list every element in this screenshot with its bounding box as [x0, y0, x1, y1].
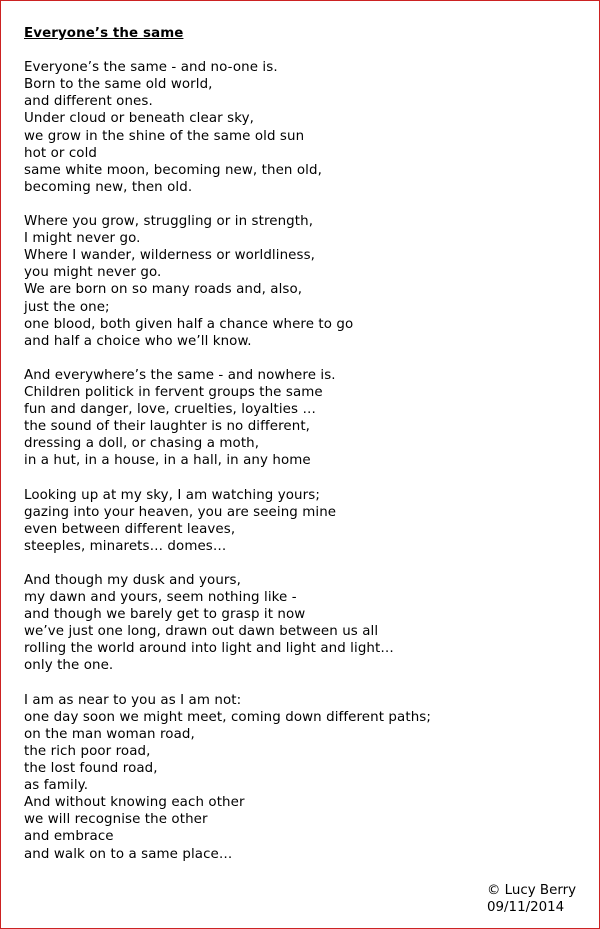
poem-line: on the man woman road, — [24, 726, 195, 742]
stanza — [24, 572, 584, 675]
poem-line: And though my dusk and yours, — [24, 573, 241, 588]
poem-line: hot or cold — [24, 145, 98, 161]
poem-body — [24, 59, 584, 862]
poem-line: rolling the world around into light and light and light… — [24, 641, 394, 657]
poem-line: just the one; — [24, 299, 110, 315]
poem-line: and walk on to a same place… — [24, 846, 233, 862]
poem-line: Under cloud or beneath clear sky, — [24, 111, 254, 127]
poem — [24, 25, 584, 880]
poem-line: I am as near to you as I am not: — [24, 692, 242, 708]
poem-line: one day soon we might meet, coming down different paths; — [24, 709, 431, 725]
poem-line: and embrace — [24, 829, 114, 845]
stanza — [24, 367, 584, 470]
poem-line: the lost found road, — [24, 761, 158, 777]
poem-line: as family. — [24, 778, 89, 794]
poem-line: same white moon, becoming new, then old, — [24, 162, 322, 178]
poem-line: and though we barely get to grasp it now — [24, 607, 306, 623]
stanza — [24, 59, 584, 196]
poem-line: we’ve just one long, drawn out dawn between us all — [24, 624, 379, 640]
poem-line: Born to the same old world, — [24, 77, 213, 93]
poem-line: steeples, minarets… domes… — [24, 538, 227, 554]
stanza — [24, 487, 584, 555]
poem-line: my dawn and yours, seem nothing like - — [24, 590, 297, 606]
poem-line: Where I wander, wilderness or worldliness, — [24, 248, 316, 264]
credit-block — [487, 882, 576, 916]
poem-line: and half a choice who we’ll know. — [24, 333, 252, 349]
poem-line: Looking up at my sky, I am watching yours; — [24, 487, 320, 503]
poem-line: even between different leaves, — [24, 521, 236, 537]
poem-line: the sound of their laughter is no different, — [24, 419, 311, 435]
poem-line: Everyone’s the same - and no-one is. — [24, 60, 278, 76]
poem-title: Everyone’s the same — [24, 26, 184, 41]
poem-line: in a hut, in a house, in a hall, in any home — [24, 453, 311, 469]
poem-line: you might never go. — [24, 265, 162, 281]
poem-line: dressing a doll, or chasing a moth, — [24, 436, 260, 452]
poem-line: And without knowing each other — [24, 795, 245, 811]
poem-line: Children politick in fervent groups the same — [24, 384, 323, 400]
poem-line: we grow in the shine of the same old sun — [24, 128, 305, 144]
poem-line: we will recognise the other — [24, 812, 208, 828]
date-stamp: 09/11/2014 — [487, 900, 565, 916]
poem-line: gazing into your heaven, you are seeing mine — [24, 504, 337, 520]
poem-line: We are born on so many roads and, also, — [24, 282, 303, 298]
poem-line: fun and danger, love, cruelties, loyalties … — [24, 402, 316, 418]
poem-line: becoming new, then old. — [24, 179, 193, 195]
stanza — [24, 692, 584, 863]
poem-line: only the one. — [24, 658, 114, 674]
poem-line: one blood, both given half a chance where to go — [24, 316, 354, 332]
poem-line: the rich poor road, — [24, 743, 151, 759]
stanza — [24, 213, 584, 350]
poem-line: I might never go. — [24, 231, 141, 247]
poem-line: and different ones. — [24, 94, 153, 110]
poem-line: Where you grow, struggling or in strength, — [24, 214, 314, 230]
poem-line: And everywhere’s the same - and nowhere is. — [24, 367, 336, 383]
author-credit: © Lucy Berry — [487, 883, 577, 898]
